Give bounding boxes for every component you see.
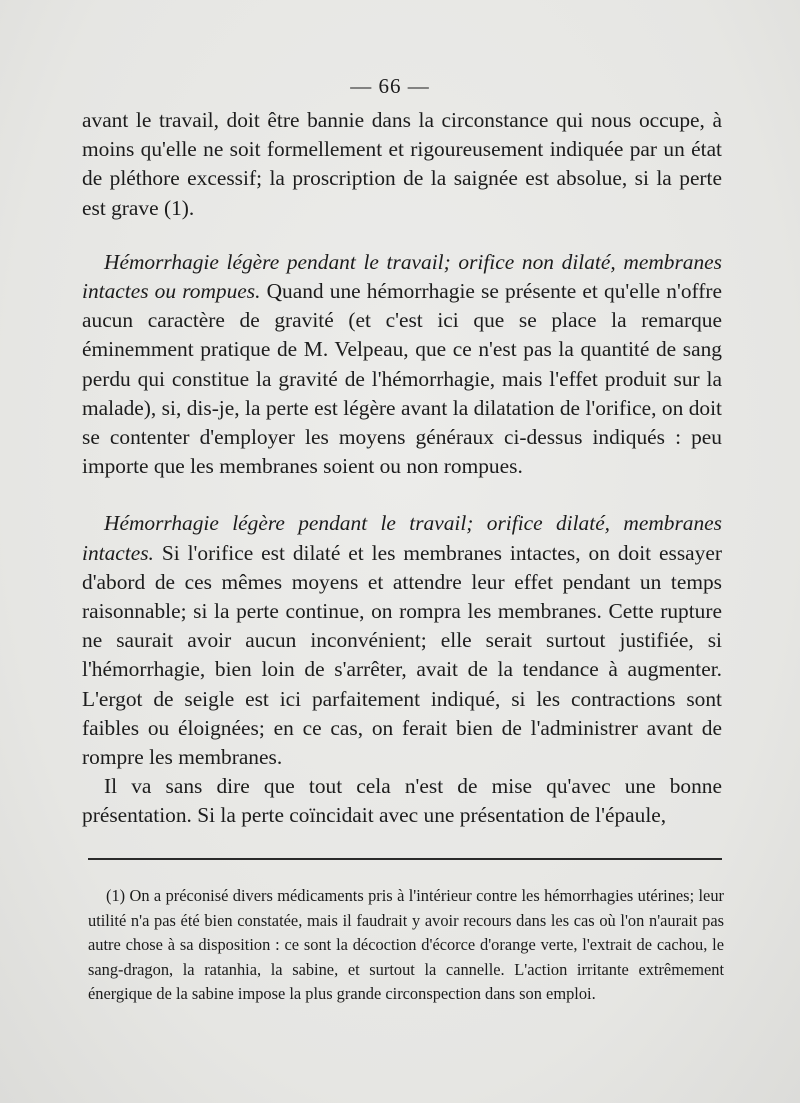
main-text (82, 106, 722, 831)
paragraph-4: Il va sans dire que tout cela n'est de mise qu'avec une bonne présentation. Si la perte coïncidait avec une présentation de l'épaule, (82, 774, 722, 828)
footnote-text: (1) On a préconisé divers médicaments pris à l'intérieur contre les hémorrhagies utérines; leur utilité n'a pas été bien constatée, mais il faudrait y avoir recours dans les cas où l'on n'aurait pas autre chose à sa disposition : ce sont la décoction d'écorce d'orange verte, l'extrait de cachou, le sang-dragon, la ratanhia, la sabine, et surtout la cannelle. L'action irritante extrêmement énergique de la sabine impose la plus grande circonspection dans son emploi. (88, 886, 724, 1004)
page-number: — 66 — (350, 74, 430, 98)
section-heading-1: Hémorrhagie légère pendant le travail; orifice non dilaté, membranes intactes ou rompues. (82, 249, 722, 304)
paragraph-3 (82, 509, 722, 772)
section-heading-2: Hémorrhagie légère pendant le travail; orifice dilaté, membranes intactes. (82, 511, 722, 565)
paragraph-1: avant le travail, doit être bannie dans la circonstance qui nous occupe, à moins qu'elle ne soit formellement et rigoureusement indiquée par un état de pléthore excessif; la proscription de la saignée est absolue, si la perte est grave (1). (82, 108, 722, 220)
paragraph-2 (82, 248, 722, 482)
paragraph-3-text: Si l'orifice est dilaté et les membranes intactes, on doit essayer d'abord de ces mêmes moyens et attendre leur effet pendant un temps raisonnable; si la perte continue, on rompra les membranes. Cette rupture ne saurait avoir aucun inconvénient; elle serait surtout justifiée, si l'hémorrhagie, bien loin de s'arrêter, avait de la tendance à augmenter. L'ergot de seigle est ici parfaitement indiqué, si les contractions sont faibles ou éloignées; en ce cas, on ferait bien de l'administrer avant de rompre les membranes. (82, 540, 722, 770)
footnote-divider (88, 858, 722, 860)
footnote (88, 884, 724, 1007)
paragraph-2-text: Quand une hémorrhagie se présente et qu'elle n'offre aucun caractère de gravité (et c'est ici que se place la remarque éminemment pratique de M. Velpeau, que ce n'est pas la quantité de sang perdu qui constitue la gravité de l'hémorrhagie, mais l'effet produit sur la malade), si, dis-je, la perte est légère avant la dilatation de l'orifice, on doit se contenter d'employer les moyens généraux ci-dessus indiqués : peu importe que les membranes soient ou non rompues. (82, 279, 722, 479)
